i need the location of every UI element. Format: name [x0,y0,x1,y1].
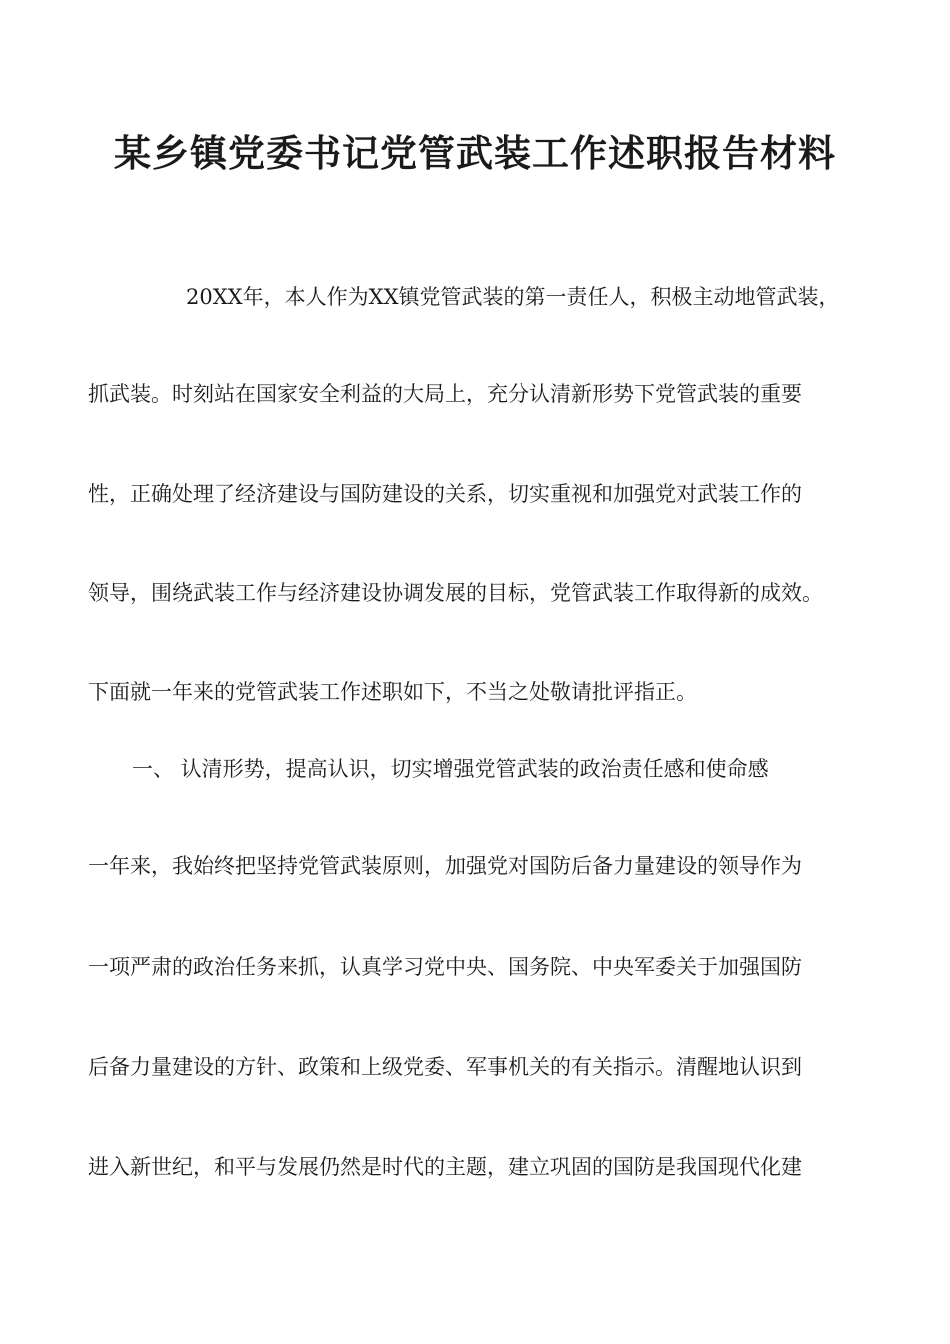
paragraph-line: 一项严肃的政治任务来抓，认真学习党中央、国务院、中央军委关于加强国防 [88,955,802,979]
paragraph-line: 抓武装。时刻站在国家安全利益的大局上，充分认清新形势下党管武装的重要 [88,382,802,406]
paragraph-line: 进入新世纪，和平与发展仍然是时代的主题，建立巩固的国防是我国现代化建 [88,1155,802,1179]
paragraph-line: 20XX年，本人作为XX镇党管武装的第一责任人，积极主动地管武装， [186,285,840,309]
document-title: 某乡镇党委书记党管武装工作述职报告材料 [114,131,836,175]
paragraph-line: 领导，围绕武装工作与经济建设协调发展的目标，党管武装工作取得新的成效。 [88,581,823,605]
paragraph-line: 下面就一年来的党管武装工作述职如下，不当之处敬请批评指正。 [88,680,697,704]
section-heading: 一、 认清形势，提高认识，切实增强党管武装的政治责任感和使命感 [132,757,769,781]
paragraph-line: 后备力量建设的方针、政策和上级党委、军事机关的有关指示。清醒地认识到 [88,1055,802,1079]
paragraph-line: 一年来，我始终把坚持党管武装原则，加强党对国防后备力量建设的领导作为 [88,854,802,878]
paragraph-line: 性，正确处理了经济建设与国防建设的关系，切实重视和加强党对武装工作的 [88,482,802,506]
